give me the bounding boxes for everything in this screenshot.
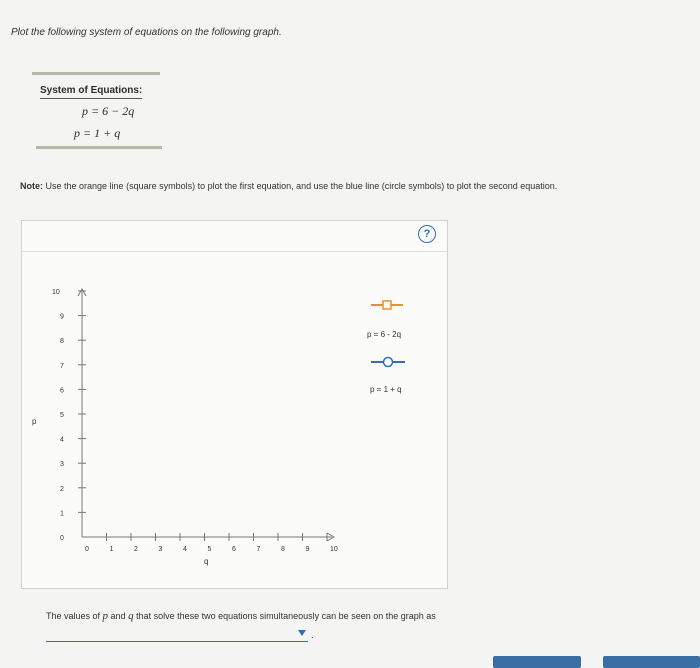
legend — [367, 301, 405, 394]
y-tick-label: 4 — [60, 436, 64, 444]
system-title: System of Equations: — [40, 85, 142, 99]
legend-first-label: p = 6 - 2q — [367, 330, 402, 339]
answer-dropdown[interactable] — [46, 626, 308, 642]
legend-tool-first[interactable] — [367, 301, 403, 339]
y-tick-label: 8 — [60, 338, 64, 346]
equation-1: p = 6 − 2q — [82, 104, 135, 118]
note-label: Note: — [20, 181, 43, 191]
prompt-part-3: that solve these two equations simultaneously can be seen on the graph as — [133, 611, 436, 621]
y-ticks — [52, 289, 86, 542]
y-tick-label: 9 — [60, 313, 64, 321]
graph-panel — [21, 220, 448, 589]
trailing-period: . — [311, 630, 314, 640]
y-axis — [52, 289, 86, 542]
y-tick-label: 10 — [52, 289, 60, 296]
nav-button-partial-left[interactable] — [493, 656, 581, 668]
legend-second-label: p = 1 + q — [370, 385, 402, 394]
chevron-down-icon — [298, 630, 306, 636]
x-tick-label: 6 — [232, 546, 236, 553]
note-text — [20, 181, 557, 191]
x-tick-label: 7 — [256, 546, 261, 553]
x-tick-label: 2 — [134, 546, 138, 553]
equation-2: p = 1 + q — [74, 126, 121, 140]
x-tick-label: 4 — [183, 546, 187, 553]
y-tick-label: 7 — [60, 362, 64, 370]
prompt-part-1: The values of — [46, 611, 103, 621]
system-bottom-rule — [36, 146, 162, 149]
system-of-equations-box — [32, 72, 162, 150]
x-axis — [82, 533, 338, 553]
help-button[interactable]: ? — [418, 225, 436, 243]
legend-tool-second[interactable] — [370, 358, 405, 395]
y-tick-label: 3 — [60, 461, 64, 469]
var-p: p — [102, 610, 109, 622]
legend-second-circle-marker — [384, 358, 393, 367]
legend-first-square-marker — [383, 301, 391, 309]
x-tick-label: 5 — [207, 546, 212, 553]
x-tick-label: 0 — [85, 546, 89, 553]
x-ticks — [85, 533, 338, 553]
x-axis-label: q — [204, 557, 209, 566]
y-tick-label: 0 — [60, 535, 64, 542]
y-tick-label: 6 — [60, 387, 64, 395]
system-top-rule — [32, 72, 160, 75]
var-q: q — [128, 610, 134, 622]
graph-svg[interactable] — [22, 221, 447, 588]
nav-button-partial-right[interactable] — [603, 656, 700, 668]
answer-prompt — [46, 610, 436, 622]
prompt-part-2: and — [108, 611, 129, 621]
x-tick-label: 10 — [330, 546, 338, 553]
y-axis-label: p — [32, 417, 37, 426]
instruction-text: Plot the following system of equations on the following graph. — [11, 27, 282, 38]
x-tick-label: 9 — [305, 546, 310, 553]
x-tick-label: 1 — [109, 546, 114, 553]
y-tick-label: 5 — [60, 412, 64, 419]
note-body: Use the orange line (square symbols) to plot the first equation, and use the blue line (circle symbols) to plot the second equation. — [45, 181, 558, 191]
y-tick-label: 1 — [60, 510, 64, 518]
x-tick-label: 3 — [158, 546, 163, 553]
x-tick-label: 8 — [281, 546, 285, 553]
y-tick-label: 2 — [60, 485, 64, 493]
